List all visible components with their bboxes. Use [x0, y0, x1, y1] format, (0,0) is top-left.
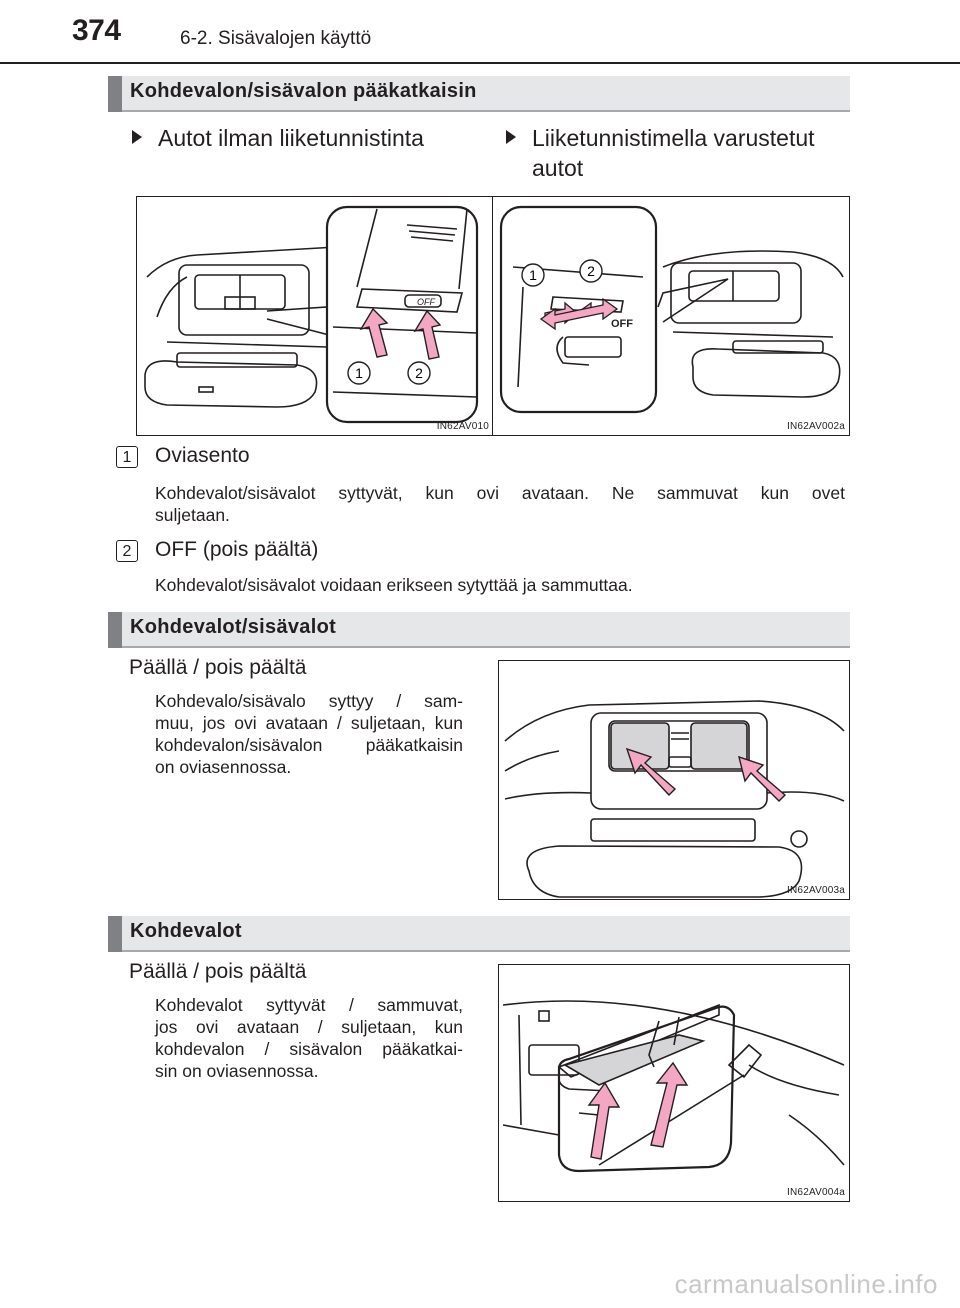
body-line: on oviasennossa.: [155, 757, 292, 777]
section-marker: [108, 612, 122, 648]
overhead-console-illustration: [137, 197, 493, 435]
callout-2-label: 2: [415, 365, 423, 381]
figure-spot-lights: [498, 964, 850, 1202]
figure-code: IN62AV003a: [787, 885, 845, 896]
body-line: Kohdevalo/sisävalo syttyy / sam-: [155, 691, 463, 711]
watermark: carmanualsonline.info: [674, 1269, 938, 1299]
item-number-badge: 1: [116, 446, 138, 468]
callout-2-label: 2: [587, 263, 595, 279]
off-label: OFF: [417, 297, 435, 307]
overhead-console-sensor-illustration: [493, 197, 849, 435]
interior-body: [155, 690, 463, 778]
callout-1-label: 1: [355, 365, 363, 381]
figure-code: IN62AV002a: [787, 421, 845, 432]
bullet-text: Liiketunnistimella varustetut: [532, 125, 815, 151]
section-title: Kohdevalot: [130, 920, 242, 942]
figure-main-switch-with-sensor: [492, 196, 850, 436]
item-body-line2: suljetaan.: [155, 505, 230, 525]
interior-heading: Päällä / pois päältä: [129, 656, 307, 679]
item-title: OFF (pois päältä): [155, 538, 319, 561]
header-rule: [0, 62, 960, 64]
section-header-spot-lights: [108, 916, 850, 952]
body-line: jos ovi avataan / suljetaan, kun: [155, 1017, 463, 1037]
spot-heading: Päällä / pois päältä: [129, 960, 307, 983]
section-marker: [108, 916, 122, 952]
figure-code: IN62AV010: [436, 421, 489, 432]
body-line: sin on oviasennossa.: [155, 1061, 319, 1081]
body-line: kohdevalon/sisävalon pääkatkaisin: [155, 735, 463, 755]
figure-interior-lights: [498, 660, 850, 900]
section-title: Kohdevalot/sisävalot: [130, 616, 337, 638]
bullet-text: Autot ilman liiketunnistinta: [158, 125, 424, 151]
figure-main-switch-no-sensor: [136, 196, 494, 436]
page-number: 374: [72, 14, 121, 47]
item-body: Kohdevalot/sisävalot voidaan erikseen sytyttää ja sammuttaa.: [155, 575, 633, 595]
item-body: Kohdevalot/sisävalot syttyvät, kun ovi avataan. Ne sammuvat kun ovet: [155, 483, 845, 503]
item-title: Oviasento: [155, 444, 250, 467]
body-line: Kohdevalot syttyvät / sammuvat,: [155, 995, 463, 1015]
section-header-main-switch: [108, 76, 850, 112]
callout-1-label: 1: [529, 267, 537, 283]
section-title: Kohdevalon/sisävalon pääkatkaisin: [130, 80, 477, 102]
chapter-title: 6-2. Sisävalojen käyttö: [180, 28, 372, 49]
bullet-with-sensor-line2: autot: [532, 155, 584, 181]
off-label: OFF: [611, 318, 633, 330]
spot-lights-illustration: [499, 965, 849, 1201]
figure-code: IN62AV004a: [787, 1187, 845, 1198]
spot-body: [155, 994, 463, 1082]
body-line: kohdevalon / sisävalon pääkatkai-: [155, 1039, 463, 1059]
section-header-interior-lights: [108, 612, 850, 648]
triangle-bullet-icon: [506, 130, 516, 144]
item-number-badge: 2: [116, 540, 138, 562]
bullet-without-sensor: [132, 120, 424, 156]
triangle-bullet-icon: [132, 130, 142, 144]
interior-lights-illustration: [499, 661, 849, 899]
body-line: muu, jos ovi avataan / suljetaan, kun: [155, 713, 463, 733]
section-marker: [108, 76, 122, 112]
